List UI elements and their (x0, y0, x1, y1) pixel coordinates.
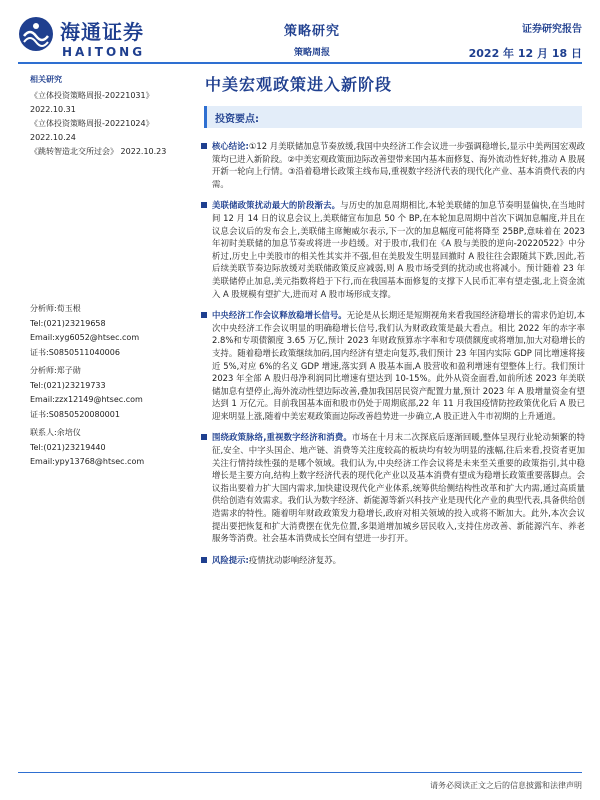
highlight-text: 市场在十月末二次探底后逐渐回暖,整体呈现行业轮动频繁的特征,安全、中字头国企、地产链、消费等关注度较高的板块均有较为明显的涨幅,往后来看,投资者更加关注行情持续性强的是哪个领域。我们认为,中央经济工作会议将是未来至关重要的政策指引,其中稳增长是主要方向,结构上数字经济代表的现代化产业以及基本消费有望成为稳增长政策重要落脚点。会议指出要着力扩大国内需求,加快建设现代化产业体系,统筹供给侧结构性改革和扩大内需,通过高质量供给创造有效需求。我们认为数字经济、新能源等新兴科技产业是现代化产业的典型代表,具备供给创造需求的特性。随着明年财政政策发力稳增长,政府对相关领域的投入或将不断加大。此外,本次会议提出要把恢复和扩大消费摆在优先位置,多渠道增加城乡居民收入,支持住房改善、新能源汽车、养老服务等消费。社会基本消费成长空间有望进一步打开。 (212, 432, 585, 544)
related-date: 2022.10.31 (30, 105, 76, 114)
report-series: 策略周报 (293, 48, 330, 58)
highlight-lead: 核心结论: (212, 141, 249, 151)
square-bullet-icon (201, 143, 207, 149)
haitong-logo-icon (18, 16, 54, 52)
highlight-text: 无论是从长期还是短期视角来看我国经济稳增长的需求仍迫切,本次中央经济工作会议明显的明确稳增长信号,我们认为财政政策是最大看点。相比 2022 年的赤字率 2.8%和专项债额度 3.65 万亿,预计 2023 年财政预算赤字率和专项债额度或将增加,加大对稳增长的支持。随着稳增长政策继续加码,国内经济有望走向复苏,我们预计 23 年国内实际 GDP 同比增速将接近 5%,对应 6%的名义 GDP 增速,落实到 A 股基本面,A 股营收和盈利增速有望整体上行。我们预计 2023 年全部 A 股归母净利润同比增速有望达到 10-15%。此外从资金面看,如前所述 2023 年美联储加息有望停止,海外流动性望边际改善,叠加我国居民资产配置力量,预计 2023 年 A 股增量资金有望达到 1 万亿元。目前我国基本面和股市仍处于周期底部,22 年 11 月我国疫情防控政策优化后 A 股已迎来明显上涨,随着中美宏观政策面边际改善趋势进一步确立,A 股正进入牛市初期的上升通道。 (212, 310, 585, 421)
report-meta (469, 20, 582, 61)
analyst-name: 分析师:郑子勋 (30, 366, 81, 375)
analyst-email[interactable]: Email:zzx12149@htsec.com (30, 395, 143, 404)
highlight-text: ①12 月美联储加息节奏放缓,我国中央经济工作会议进一步强调稳增长,显示中美两国宏观政策均已进入新阶段。②中美宏观政策面边际改善望带来国内基本面修复、海外流动性好转,推动 A 股展开新一轮向上行情。③沿着稳增长政策主线布局,重视数字经济代表的现代化产业、基本消费代表的内需。 (212, 141, 585, 189)
analyst-block (30, 302, 195, 360)
footer-divider (18, 772, 582, 773)
square-bullet-icon (201, 312, 207, 318)
square-bullet-icon (201, 557, 207, 563)
investment-highlights (198, 140, 585, 575)
highlight-lead: 中央经济工作会议释放稳增长信号。 (212, 310, 347, 321)
report-type: 证券研究报告 (522, 24, 582, 35)
logo-chinese-name: 海通证券 (60, 20, 144, 44)
section-header (204, 106, 582, 128)
disclaimer-note: 请务必阅读正文之后的信息披露和法律声明 (430, 781, 582, 790)
report-category-block (262, 20, 362, 58)
analyst-block (30, 364, 195, 422)
highlight-item (198, 431, 585, 544)
contact-tel: Tel:(021)23219440 (30, 442, 106, 452)
analyst-contacts (30, 302, 195, 470)
highlight-text: 疫情扰动影响经济复苏。 (248, 554, 341, 565)
related-item[interactable] (30, 89, 195, 117)
related-heading: 相关研究 (30, 75, 62, 84)
highlight-item (198, 199, 585, 300)
related-research (30, 73, 195, 159)
highlight-item (198, 309, 585, 422)
header-divider (18, 62, 582, 64)
related-item[interactable] (30, 117, 195, 145)
highlight-lead: 美联储政策扰动最大的阶段渐去。 (212, 200, 341, 211)
related-title: 《立体投资策略周报-20221024》 (30, 119, 154, 128)
contact-name: 联系人:余培仪 (30, 428, 81, 437)
report-category: 策略研究 (283, 24, 340, 39)
section-label: 投资要点: (215, 114, 259, 125)
analyst-tel: Tel:(021)23219658 (30, 318, 106, 328)
related-title: 《立体投资策略周报-20221031》 (30, 91, 154, 100)
highlight-item (198, 554, 585, 567)
related-date: 2022.10.24 (30, 133, 76, 142)
related-date: 2022.10.23 (120, 147, 167, 156)
highlight-lead: 风险提示: (212, 554, 249, 565)
analyst-email[interactable]: Email:xyg6052@htsec.com (30, 333, 140, 342)
analyst-cert: 证书:S0850511040006 (30, 347, 120, 357)
analyst-tel: Tel:(021)23219733 (30, 380, 106, 390)
analyst-block (30, 426, 195, 470)
highlight-lead: 围绕政策脉络,重视数字经济和消费。 (212, 432, 352, 443)
related-item[interactable] (30, 145, 195, 159)
contact-email[interactable]: Email:ypy13768@htsec.com (30, 457, 145, 466)
related-title: 《跳转智造北交所过会》 (30, 147, 118, 156)
report-date: 2022 年 12 月 18 日 (468, 47, 582, 60)
highlight-item (198, 140, 585, 190)
company-logo (18, 12, 146, 64)
square-bullet-icon (201, 434, 207, 440)
highlight-text: 与历史的加息周期相比,本轮美联储的加息节奏明显偏快,在当地时间 12 月 14 日的议息会议上,美联储宣布加息 50 个 BP,在本轮加息周期中首次下调加息幅度,并且在议息会议后的发布会上,美联储主席鲍威尔表示,下一次的加息幅度可能将降至 25BP,意味着在 2023 年初时美联储的加息节奏或将进一步趋缓。对于股市,我们在《A 股与美股的逆向-20220522》中分析过,历史上中美股市的相关性其实并不强,但在美股发生明显回撤时 A 股往往会跟随其下跌,因此,若后续美联节奏边际放缓对美联储政策反应减弱,则 A 股市场受到的扰动或也将减小。预计随着 23 年美联储停止加息,美元指数将趋于下行,而在我国基本面修复的支撑下人民币汇率有望走强,北上资金流入 A 股规模有望扩大,进而对 A 股市场形成支撑。 (212, 200, 585, 299)
analyst-name: 分析师:荀玉根 (30, 304, 81, 313)
square-bullet-icon (201, 202, 207, 208)
page-title: 中美宏观政策进入新阶段 (205, 75, 393, 94)
analyst-cert: 证书:S0850520080001 (30, 409, 120, 419)
logo-english-name: HAITONG (62, 45, 146, 59)
